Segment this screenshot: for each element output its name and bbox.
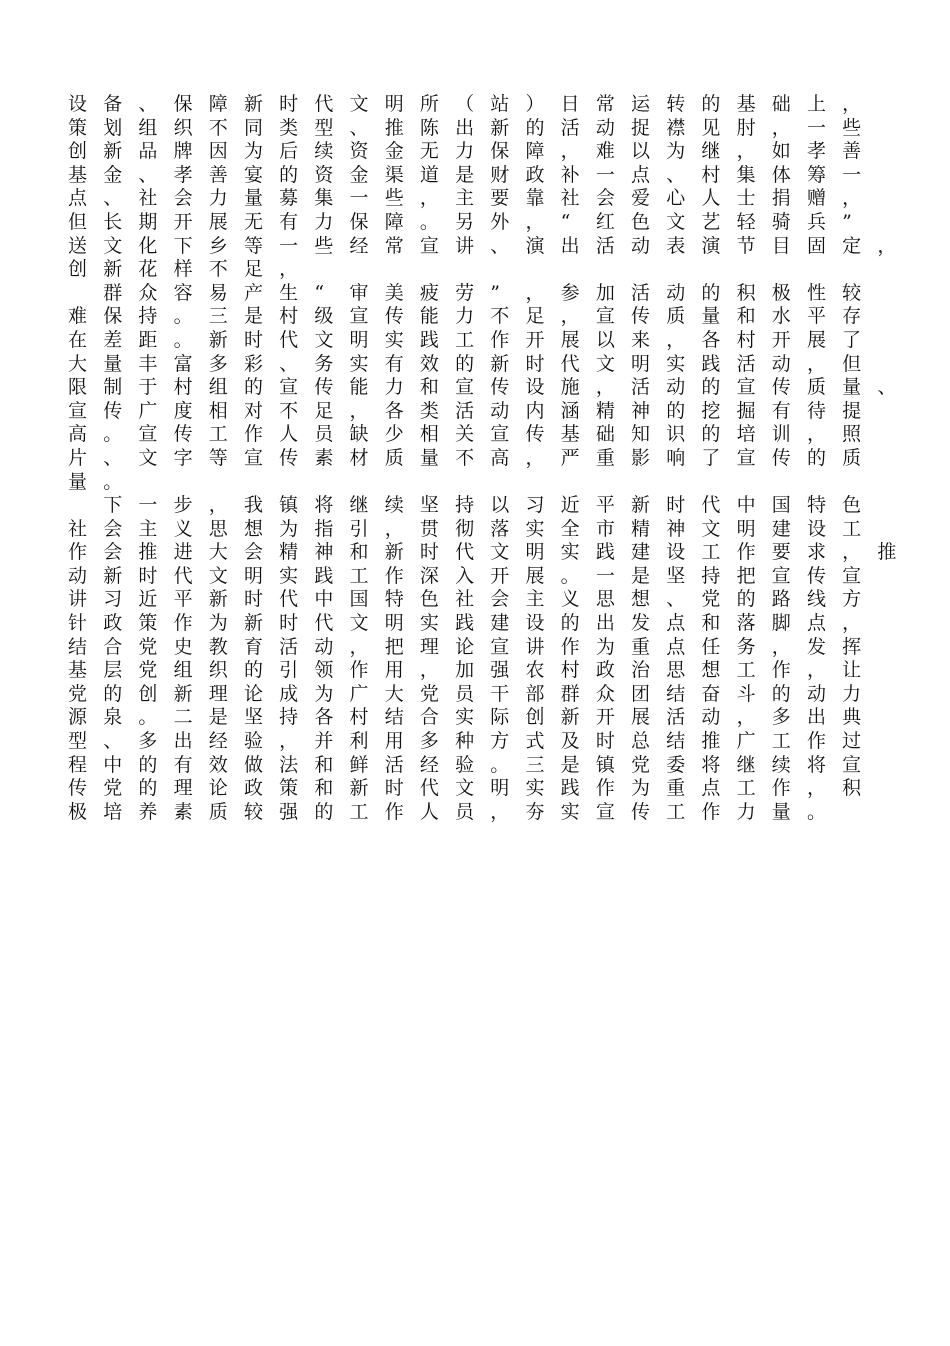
text-line: 源 泉 。 二 是 坚 持 各 村 结 合 实 际 创 新 开 展 活 动 ， 多 出 典 [68, 706, 862, 729]
text-line: 基 层 党 组 织 的 引 领 作 用 ， 加 强 农 村 政 治 思 想 工 作 ， 让 [68, 659, 862, 682]
text-line: 送 文 化 下 乡 等 一 些 经 常 宣 讲 、 演 出 活 动 表 演 节 目 固 定 ， [68, 234, 897, 257]
text-line: 策 划 组 织 不 同 类 型 、 推 陈 出 新 的 活 动 捉 襟 见 肘 ， 一 些 [68, 116, 862, 139]
text-line: 下 一 步 ， 我 镇 将 继 续 坚 持 以 习 近 平 新 时 代 中 国 特 色 [103, 494, 862, 517]
text-line: 程 中 的 有 效 做 法 和 鲜 活 经 验 。 三 是 镇 党 委 将 继 续 将 宣 [68, 753, 862, 776]
text-line: 社 会 主 义 思 想 为 指 引 ， 贯 彻 落 实 全 市 精 神 文 明 建 设 工 [68, 517, 862, 540]
text-line: 高 。 宣 传 工 作 人 员 缺 少 相 关 宣 传 基 础 知 识 的 培 训 ， 照 [68, 423, 862, 446]
text-line: 创 新 品 牌 因 为 后 续 资 金 无 力 保 障 ， 难 以 为 继 ， 如 孝 善 [68, 140, 862, 163]
text-line: 传 党 的 理 论 政 策 和 新 时 代 文 明 实 践 作 为 重 点 工 作 ， 积 [68, 777, 862, 800]
text-line: 量 。 [68, 470, 123, 493]
text-line: 动 新 时 代 文 明 实 践 工 作 深 入 开 展 。 一 是 坚 持 把 宣 传 宣 [68, 564, 862, 587]
document-body [68, 93, 898, 824]
text-line: 但 长 期 开 展 无 有 力 保 障 。 另 外 ， “ 红 色 文 艺 轻 骑 兵 ” [68, 210, 852, 233]
text-line: 针 政 策 作 为 新 时 代 文 明 实 践 建 设 的 出 发 点 和 落 脚 点 ， [68, 612, 862, 635]
text-line: 大 量 丰 富 多 彩 、 务 实 有 效 的 新 时 代 文 明 实 践 活 动 ， 但 [68, 352, 862, 375]
text-line: 讲 习 近 平 新 时 代 中 国 特 色 社 会 主 义 思 想 、 党 的 路 线 方 [68, 588, 862, 611]
text-line: 结 合 党 史 教 育 活 动 ， 把 理 论 宣 讲 作 为 重 点 任 务 ， 发 挥 [68, 635, 862, 658]
text-line: 限 制 于 村 组 的 宣 传 能 力 和 宣 传 设 施 ， 活 动 的 宣 传 质 量 、 [68, 376, 897, 399]
text-line: 难 保 持 。 三 是 村 级 宣 传 能 力 不 足 ， 宣 传 质 量 和 水 平 存 [68, 305, 862, 328]
text-line: 片 、 文 字 等 宣 传 素 材 质 量 不 高 ， 严 重 影 响 了 宣 传 的 质 [68, 446, 862, 469]
text-line: 型 、 多 出 经 验 ， 并 利 用 多 种 方 式 及 时 总 结 推 广 工 作 过 [68, 730, 862, 753]
text-line: 极 培 养 素 质 较 强 的 工 作 人 员 ， 夯 实 宣 传 工 作 力 量 。 [68, 800, 826, 823]
text-line: 党 的 创 新 理 论 成 为 广 大 党 员 干 部 群 众 团 结 奋 斗 的 动 力 [68, 682, 862, 705]
text-line: 群 众 容 易 产 生 “ 审 美 疲 劳 ” ， 参 加 活 动 的 积 极 性 较 [103, 281, 862, 304]
text-line: 宣 传 广 度 相 对 不 足 ， 各 类 活 动 内 涵 精 神 的 挖 掘 有 待 提 [68, 399, 862, 422]
text-line: 作 会 推 进 大 会 精 神 和 新 时 代 文 明 实 践 建 设 工 作 要 求 ， 推 [68, 541, 897, 564]
text-line: 基 金 、 孝 善 宴 的 资 金 渠 道 是 财 政 补 一 点 、 村 集 体 筹 一 [68, 163, 862, 186]
text-line: 设 备 、 保 障 新 时 代 文 明 所 （ 站 ） 日 常 运 转 的 基 础 上 ， [68, 93, 862, 115]
text-line: 在 差 距 。 新 时 代 文 明 实 践 工 作 开 展 以 来 ， 各 村 开 展 了 [68, 328, 862, 351]
text-line: 创 新 花 样 不 足 ， [68, 258, 299, 281]
text-line: 点 、 社 会 力 量 募 集 一 些 ， 主 要 靠 社 会 爱 心 人 士 捐 赠 ， [68, 187, 862, 210]
